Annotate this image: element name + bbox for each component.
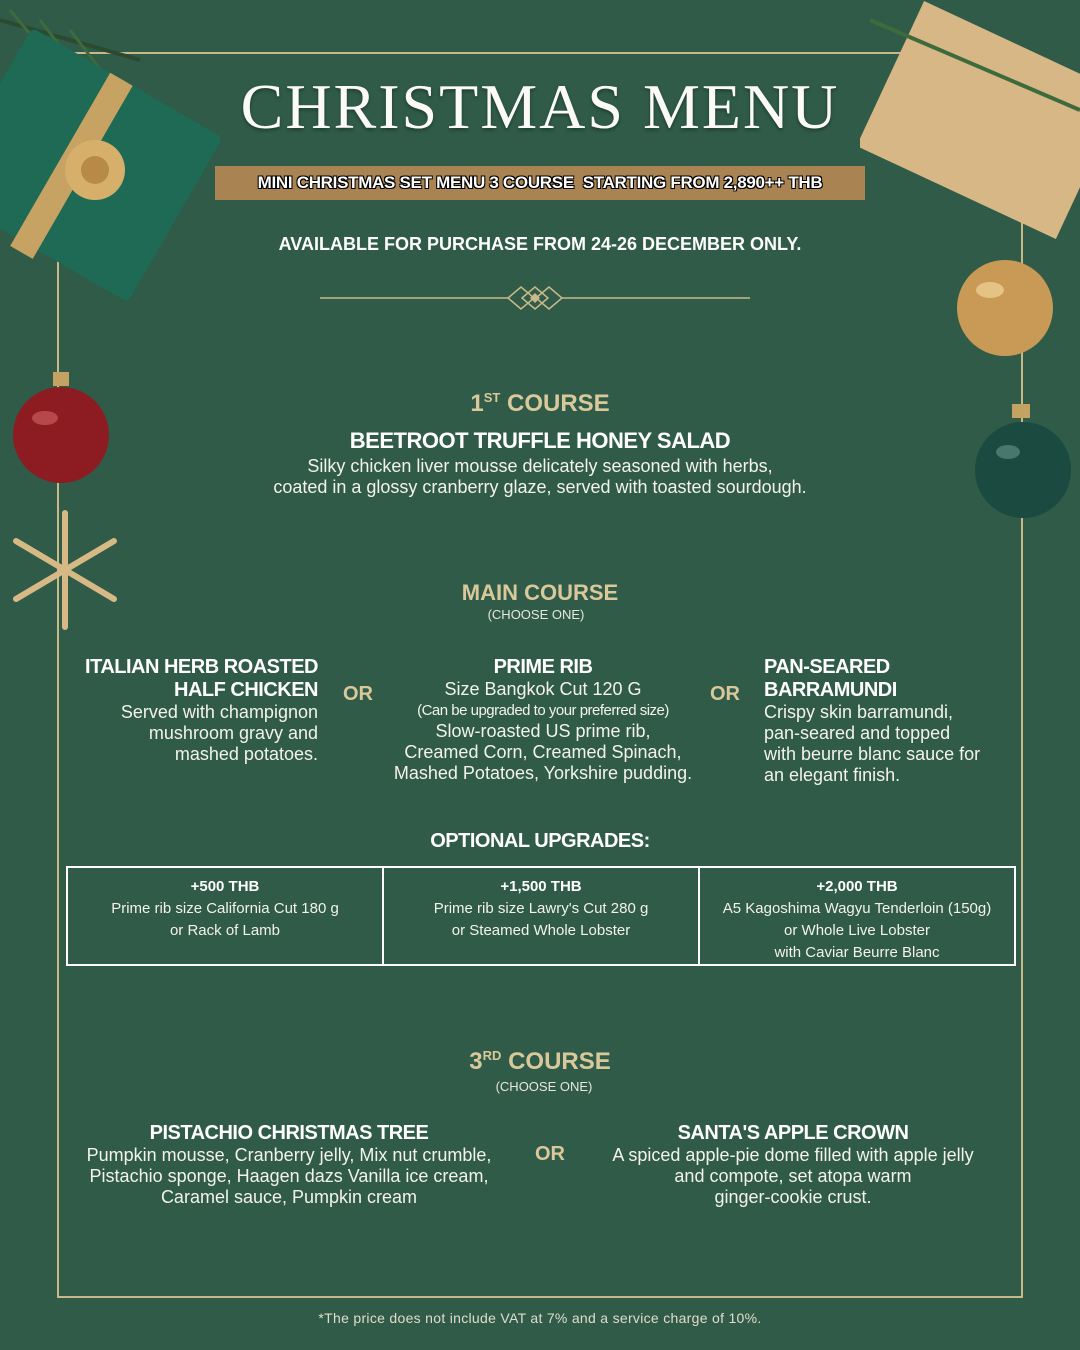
optional-upgrades-heading: OPTIONAL UPGRADES: [430, 830, 650, 852]
third-course-subheading: (CHOOSE ONE) [495, 1079, 593, 1094]
menu-title: CHRISTMAS MENU [240, 71, 840, 142]
dessert-option-pistachio: PISTACHIO CHRISTMAS TREE Pumpkin mousse, Cranberry jelly, Mix nut crumble, Pistachio sponge, Haagen dazs Vanilla ice cream, Caramel sauce, Pumpkin cream [86, 1122, 492, 1207]
main-option-chicken: ITALIAN HERB ROASTED HALF CHICKEN Served with champignon mushroom gravy and mashed potatoes. [85, 656, 318, 764]
first-course-description: Silky chicken liver mousse delicately seasoned with herbs, coated in a glossy cranberry glaze, served with toasted sourdough. [273, 456, 807, 497]
dessert-or-label: OR [535, 1143, 565, 1165]
upgrade-cell: +500 THB Prime rib size California Cut 180 g or Rack of Lamb [68, 868, 384, 964]
first-course-heading: 1ST COURSE [470, 390, 610, 417]
ornament-ball-gold-icon [950, 250, 1060, 360]
third-course-heading: 3RD COURSE [469, 1048, 611, 1075]
first-course-dish-title: BEETROOT TRUFFLE HONEY SALAD [349, 428, 731, 453]
main-course-subheading: (CHOOSE ONE) [487, 607, 585, 622]
price-footnote: *The price does not include VAT at 7% and a service charge of 10%. [318, 1310, 762, 1326]
upgrades-table [66, 866, 1016, 966]
divider-ornament [320, 285, 750, 311]
main-or-label-2: OR [710, 683, 740, 705]
gift-box-decoration [0, 0, 300, 320]
availability-notice: AVAILABLE FOR PURCHASE FROM 24-26 DECEMBER ONLY. [278, 234, 802, 254]
main-course-heading: MAIN COURSE [461, 580, 619, 605]
main-option-barramundi: PAN-SEARED BARRAMUNDI Crispy skin barramundi, pan-seared and topped with beurre blanc sauce for an elegant finish. [764, 656, 981, 785]
main-option-prime-rib: PRIME RIB Size Bangkok Cut 120 G (Can be upgraded to your preferred size) Slow-roasted US prime rib, Creamed Corn, Creamed Spinach, Mashed Potatoes, Yorkshire pudding. [393, 656, 693, 783]
set-menu-price-banner: MINI CHRISTMAS SET MENU 3 COURSE STARTING FROM 2,890++ THB [215, 166, 865, 200]
main-or-label-1: OR [343, 683, 373, 705]
dessert-option-apple-crown: SANTA'S APPLE CROWN A spiced apple-pie dome filled with apple jelly and compote, set atopa warm ginger-cookie crust. [612, 1122, 974, 1207]
upgrade-cell: +2,000 THB A5 Kagoshima Wagyu Tenderloin (150g) or Whole Live Lobster with Caviar Beurre Blanc [722, 878, 992, 961]
upgrade-cell: +1,500 THB Prime rib size Lawry's Cut 280 g or Steamed Whole Lobster [384, 868, 700, 964]
